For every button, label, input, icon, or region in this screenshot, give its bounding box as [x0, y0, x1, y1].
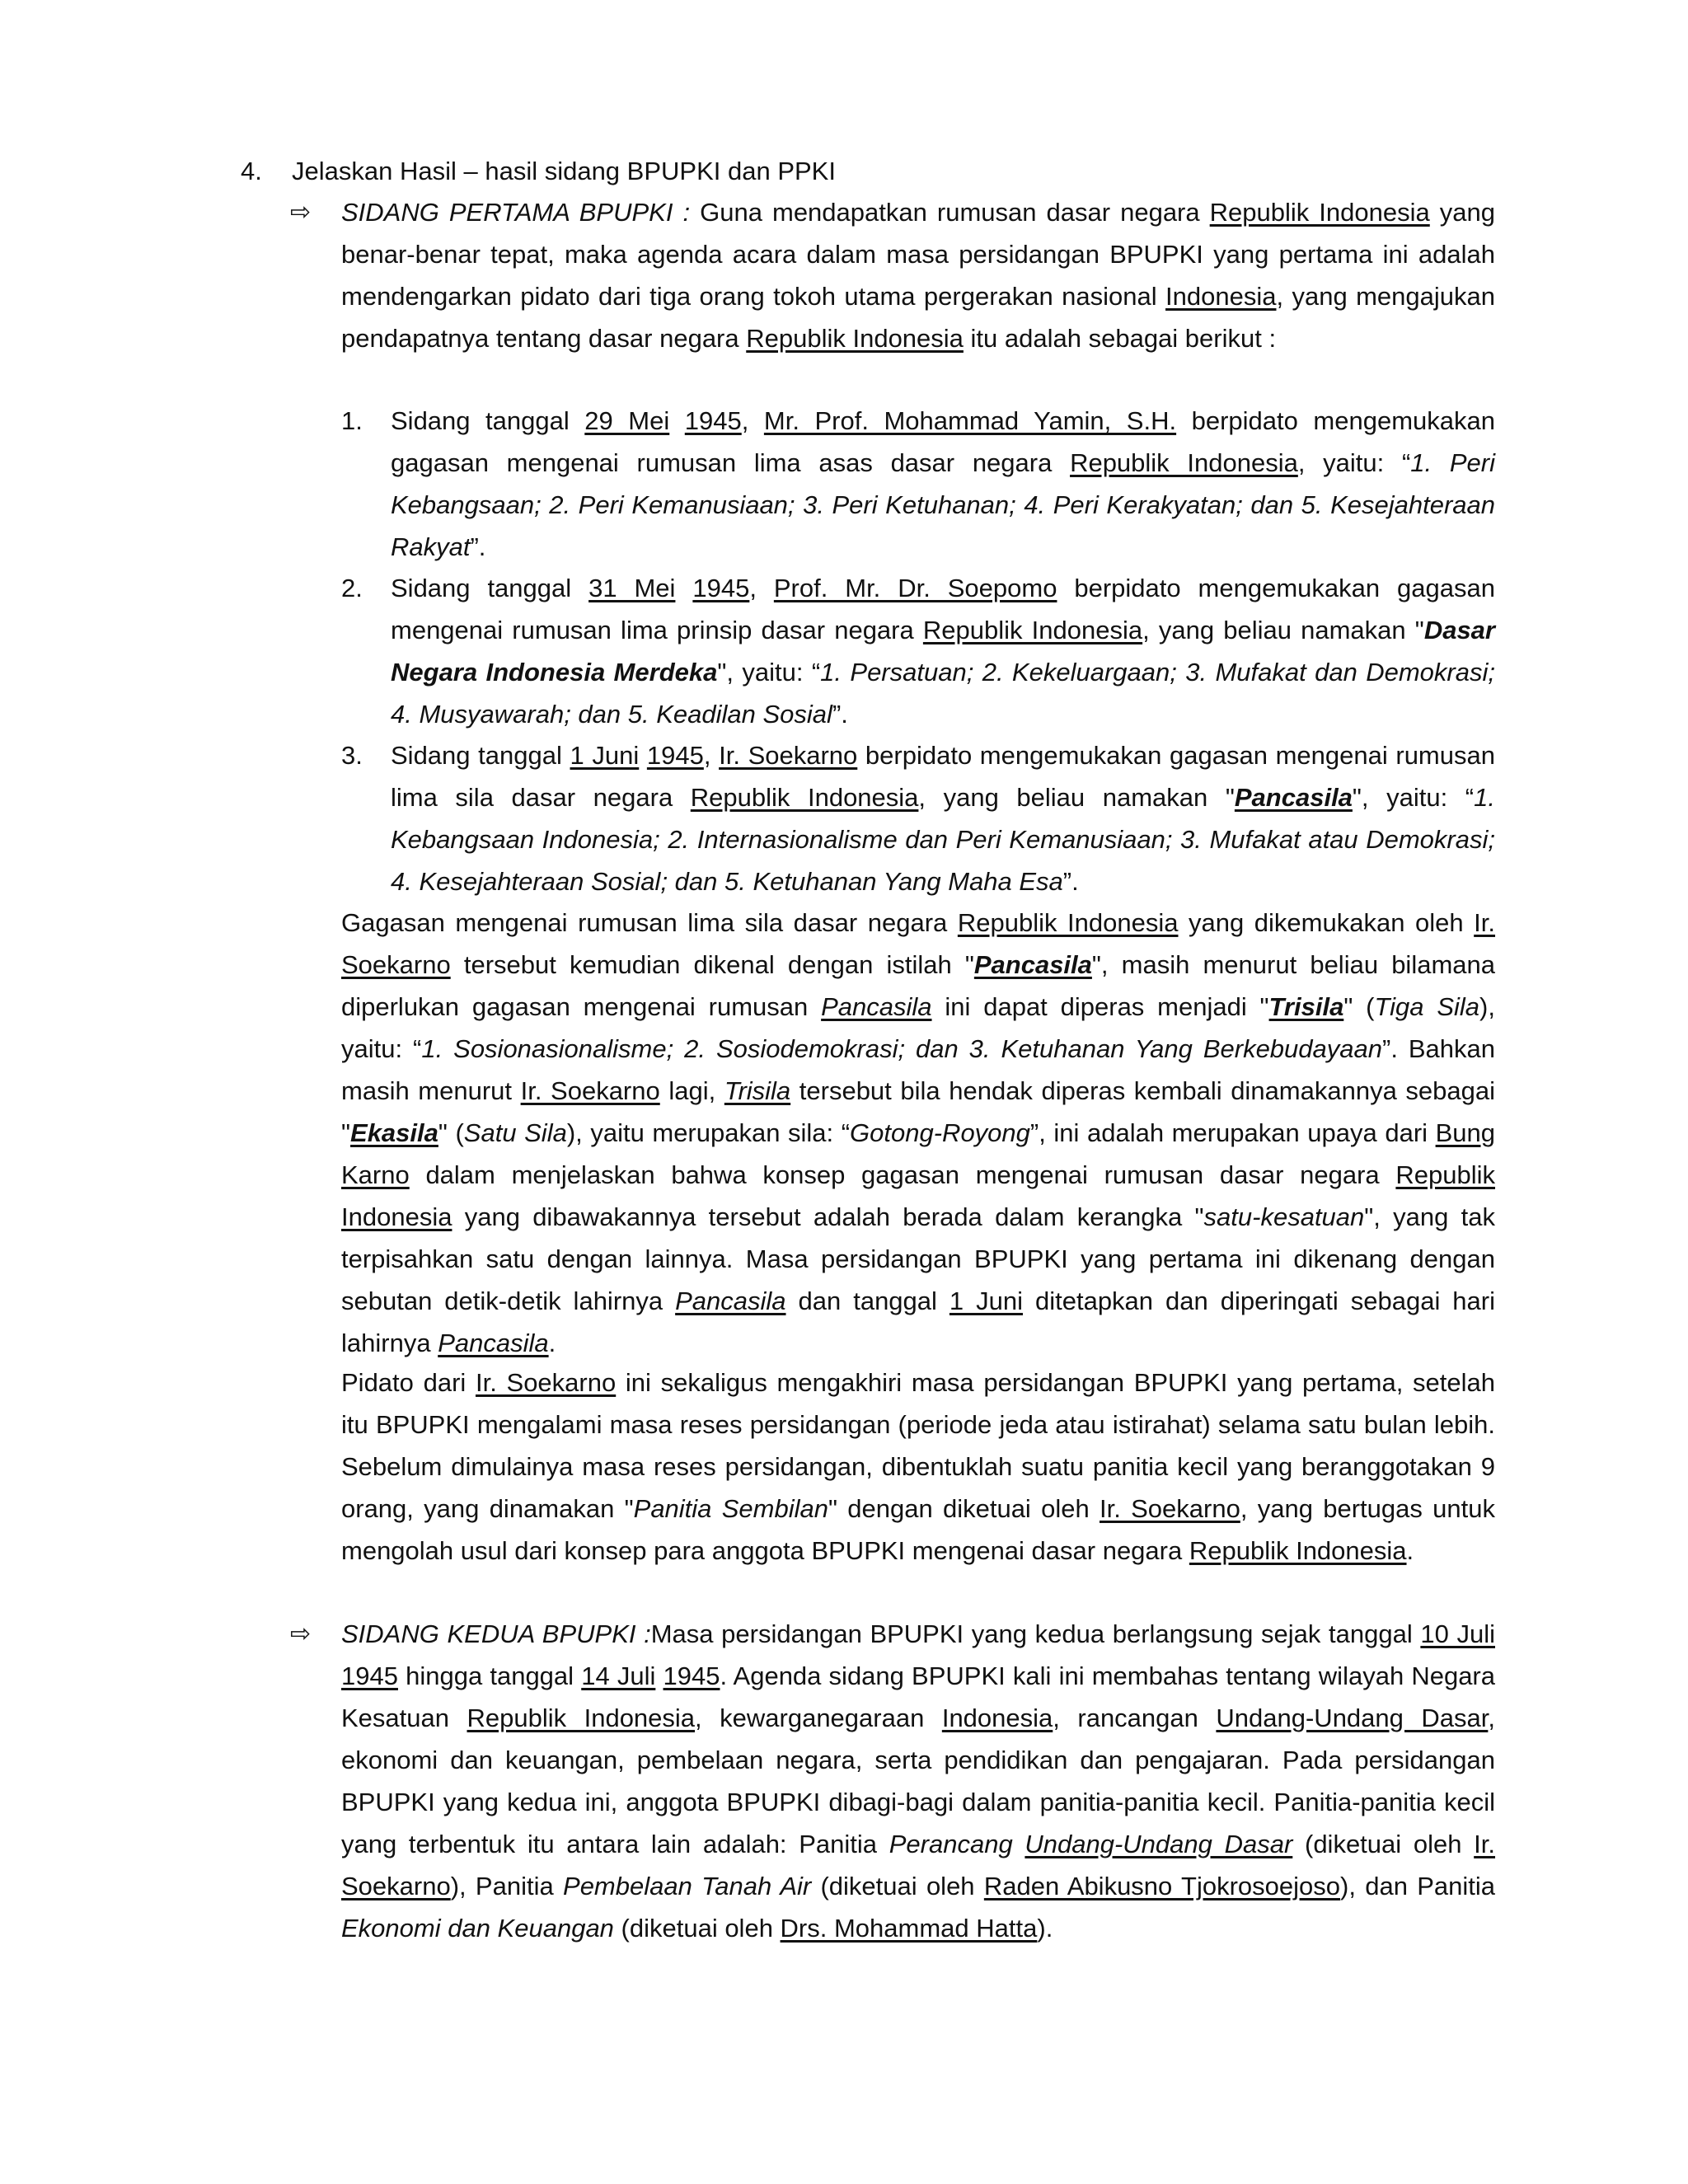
link-soekarno[interactable]: Ir. Soekarno [475, 1368, 617, 1397]
list-item-number: 3. [341, 741, 363, 770]
link-ekasila[interactable]: Ekasila [350, 1118, 438, 1147]
list-item [341, 400, 1495, 568]
link-republik-indonesia[interactable]: Republik Indonesia [1189, 1536, 1407, 1565]
link-republik-indonesia[interactable]: Republik Indonesia [341, 1160, 1495, 1231]
question-number: 4. [241, 157, 262, 185]
link-soekarno[interactable]: Ir. Soekarno [341, 908, 1496, 979]
list-item-number: 2. [341, 574, 363, 602]
link-indonesia[interactable]: Indonesia [1165, 282, 1277, 311]
link-soekarno[interactable]: Ir. Soekarno [520, 1076, 660, 1105]
link-undang-undang-dasar[interactable]: Undang-Undang Dasar [1216, 1704, 1489, 1732]
question-text: Jelaskan Hasil – hasil sidang BPUPKI dan PPKI [292, 157, 836, 185]
concept-name: Dasar Negara Indonesia Merdeka [391, 616, 1495, 687]
paragraph-pancasila: Gagasan mengenai rumusan lima sila dasar negara Republik Indonesia yang dikemukakan oleh Ir. Soekarno tersebut kemudian dikenal dengan istilah "Pancasila", masih menurut beliau bilamana diperlukan gagasan mengenai rumusan Pancasila ini dapat diperas menjadi "Trisila" (Tiga Sila), yaitu: “1. Sosionasionalisme; 2. Sosiodemokrasi; dan 3. Ketuhanan Yang Berkebudayaan”. Bahkan masih menurut Ir. Soekarno lagi, Trisila tersebut bila hendak diperas kembali dinamakannya sebagai "Ekasila" (Satu Sila), yaitu merupakan sila: “Gotong-Royong”, ini adalah merupakan upaya dari Bung Karno dalam menjelaskan bahwa konsep gagasan mengenai rumusan dasar negara Republik Indonesia yang dibawakannya tersebut adalah berada dalam kerangka "satu-kesatuan", yang tak terpisahkan satu dengan lainnya. Masa persidangan BPUPKI yang pertama ini dikenang dengan sebutan detik-detik lahirnya Pancasila dan tanggal 1 Juni ditetapkan dan diperingati sebagai hari lahirnya Pancasila. [341, 908, 1496, 1357]
link-soekarno[interactable]: Ir. Soekarno [1100, 1494, 1240, 1523]
link-mohammad-hatta[interactable]: Drs. Mohammad Hatta [780, 1914, 1038, 1943]
paragraph-panitia-sembilan: Pidato dari Ir. Soekarno ini sekaligus mengakhiri masa persidangan BPUPKI yang pertama, setelah itu BPUPKI mengalami masa reses persidangan (periode jeda atau istirahat) selama satu bulan lebih. Sebelum dimulainya masa reses persidangan, dibentuklah suatu panitia kecil yang beranggotakan 9 orang, yang dinamakan "Panitia Sembilan" dengan diketuai oleh Ir. Soekarno, yang bertugas untuk mengolah usul dari konsep para anggota BPUPKI mengenai dasar negara Republik Indonesia. [341, 1368, 1495, 1565]
arrow-bullet-icon: ⇨ [290, 199, 312, 226]
link-date[interactable]: 1 Juni [570, 741, 640, 770]
list-item-text: Sidang tanggal 29 Mei 1945, Mr. Prof. Mohammad Yamin, S.H. berpidato mengemukakan gagasan mengenai rumusan lima asas dasar negara Republik Indonesia, yaitu: “1. Peri Kebangsaan; 2. Peri Kemanusiaan; 3. Peri Ketuhanan; 4. Peri Kerakyatan; dan 5. Kesejahteraan Rakyat”. [391, 406, 1495, 561]
list-item-text: Sidang tanggal 31 Mei 1945, Prof. Mr. Dr. Soepomo berpidato mengemukakan gagasan mengenai rumusan lima prinsip dasar negara Republik Indonesia, yang beliau namakan "Dasar Negara Indonesia Merdeka", yaitu: “1. Persatuan; 2. Kekeluargaan; 3. Mufakat dan Demokrasi; 4. Musyawarah; dan 5. Keadilan Sosial”. [391, 574, 1495, 729]
trisila-quote: 1. Sosionasionalisme; 2. Sosiodemokrasi; dan 3. Ketuhanan Yang Berkebudayaan [421, 1034, 1382, 1063]
link-date[interactable]: 1 Juni [949, 1286, 1023, 1315]
link-republik-indonesia[interactable]: Republik Indonesia [467, 1704, 696, 1732]
link-pancasila[interactable]: Pancasila [1234, 783, 1353, 812]
link-year[interactable]: 1945 [692, 574, 750, 602]
link-republik-indonesia[interactable]: Republik Indonesia [1209, 198, 1430, 227]
link-speaker[interactable]: Ir. Soekarno [719, 741, 858, 770]
link-republik-indonesia[interactable]: Republik Indonesia [690, 783, 919, 812]
link-date[interactable]: 14 Juli [581, 1661, 656, 1690]
section-second-session: SIDANG KEDUA BPUPKI :Masa persidangan BPUPKI yang kedua berlangsung sejak tanggal 10 Juli 1945 hingga tanggal 14 Juli 1945. Agenda sidang BPUPKI kali ini membahas tentang wilayah Negara Kesatuan Republik Indonesia, kewarganegaraan Indonesia, rancangan Undang-Undang Dasar, ekonomi dan keuangan, pembelaan negara, serta pendidikan dan pengajaran. Pada persidangan BPUPKI yang kedua ini, anggota BPUPKI dibagi-bagi dalam panitia-panitia kecil. Panitia-panitia kecil yang terbentuk itu antara lain adalah: Panitia Perancang Undang-Undang Dasar (diketuai oleh Ir. Soekarno), Panitia Pembelaan Tanah Air (diketuai oleh Raden Abikusno Tjokrosoejoso), dan Panitia Ekonomi dan Keuangan (diketuai oleh Drs. Mohammad Hatta). [341, 1619, 1496, 1943]
link-republik-indonesia[interactable]: Republik Indonesia [922, 616, 1143, 644]
link-republik-indonesia[interactable]: Republik Indonesia [957, 908, 1179, 937]
link-pancasila[interactable]: Pancasila [973, 950, 1092, 979]
link-date[interactable]: 29 Mei [584, 406, 670, 435]
link-raden-abikusno[interactable]: Raden Abikusno Tjokrosoejoso [983, 1872, 1340, 1900]
link-trisila[interactable]: Trisila [724, 1076, 791, 1105]
link-year[interactable]: 1945 [684, 406, 742, 435]
link-year[interactable]: 1945 [646, 741, 704, 770]
list-item-text: Sidang tanggal 1 Juni 1945, Ir. Soekarno berpidato mengemukakan gagasan mengenai rumusan lima sila dasar negara Republik Indonesia, yang beliau namakan "Pancasila", yaitu: “1. Kebangsaan Indonesia; 2. Internasionalisme dan Peri Kemanusiaan; 3. Mufakat atau Demokrasi; 4. Kesejahteraan Sosial; dan 5. Ketuhanan Yang Maha Esa”. [391, 741, 1495, 896]
link-republik-indonesia[interactable]: Republik Indonesia [746, 324, 964, 353]
link-pancasila[interactable]: Pancasila [821, 992, 932, 1021]
link-trisila[interactable]: Trisila [1268, 992, 1344, 1021]
link-republik-indonesia[interactable]: Republik Indonesia [1070, 448, 1298, 477]
link-pancasila[interactable]: Pancasila [438, 1329, 549, 1357]
principles-quote: 1. Kebangsaan Indonesia; 2. Internasionalisme dan Peri Kemanusiaan; 3. Mufakat atau Demokrasi; 4. Kesejahteraan Sosial; dan 5. Ketuhanan Yang Maha Esa [391, 783, 1495, 896]
link-date[interactable]: 31 Mei [588, 574, 676, 602]
arrow-bullet-icon: ⇨ [290, 1620, 312, 1647]
link-year[interactable]: 1945 [663, 1661, 720, 1690]
link-year[interactable]: 1945 [341, 1661, 398, 1690]
list-item-number: 1. [341, 406, 363, 435]
link-pancasila[interactable]: Pancasila [675, 1286, 786, 1315]
link-date[interactable]: 10 Juli [1420, 1619, 1495, 1648]
principles-quote: 1. Persatuan; 2. Kekeluargaan; 3. Mufakat dan Demokrasi; 4. Musyawarah; dan 5. Keadilan Sosial [391, 658, 1495, 729]
link-speaker[interactable]: Mr. Prof. Mohammad Yamin, S.H. [763, 406, 1177, 435]
link-indonesia[interactable]: Indonesia [941, 1704, 1053, 1732]
section-first-session-intro: SIDANG PERTAMA BPUPKI : Guna mendapatkan rumusan dasar negara Republik Indonesia yang benar-benar tepat, maka agenda acara dalam masa persidangan BPUPKI yang pertama ini adalah mendengarkan pidato dari tiga orang tokoh utama pergerakan nasional Indonesia, yang mengajukan pendapatnya tentang dasar negara Republik Indonesia itu adalah sebagai berikut : [341, 198, 1496, 353]
link-soekarno[interactable]: Ir. Soekarno [341, 1830, 1496, 1900]
link-speaker[interactable]: Prof. Mr. Dr. Soepomo [773, 574, 1057, 602]
link-undang-undang-dasar[interactable]: Undang-Undang Dasar [1025, 1830, 1293, 1858]
link-bung-karno[interactable]: Bung Karno [341, 1118, 1495, 1189]
question-heading [241, 150, 836, 192]
list-item [341, 734, 1495, 902]
principles-quote: 1. Peri Kebangsaan; 2. Peri Kemanusiaan; 3. Peri Ketuhanan; 4. Peri Kerakyatan; dan 5. Kesejahteraan Rakyat [391, 448, 1495, 561]
section-title: SIDANG KEDUA BPUPKI : [341, 1619, 651, 1648]
list-item [341, 567, 1495, 735]
section-title: SIDANG PERTAMA BPUPKI : [341, 198, 691, 227]
